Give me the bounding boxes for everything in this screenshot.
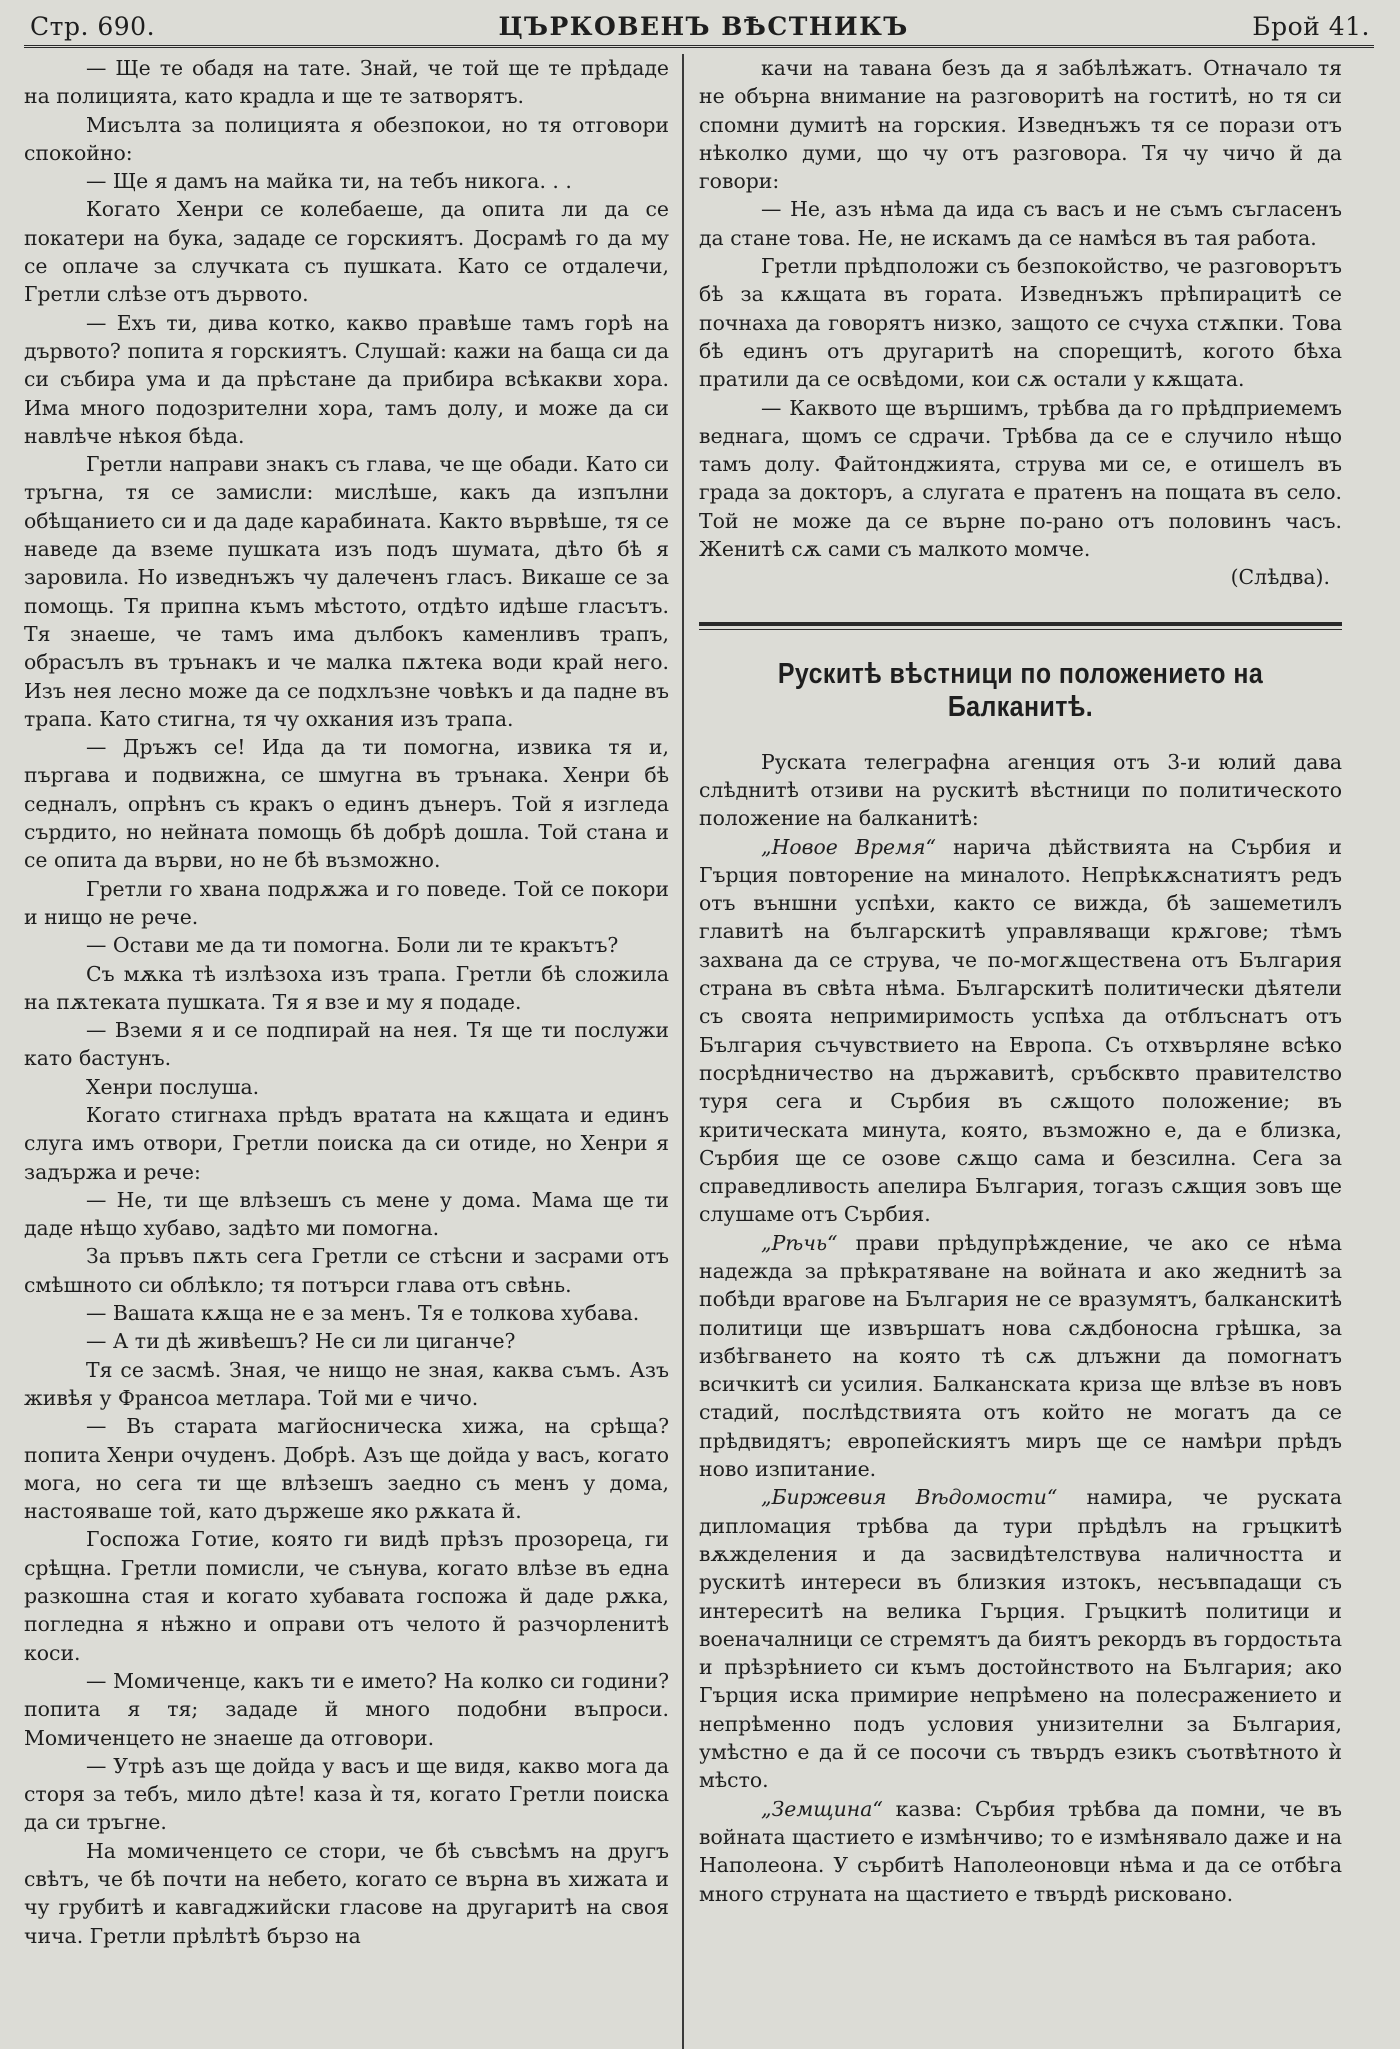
left-paragraph: За пръвъ пѫть сега Гретли се стѣсни и засрами отъ смѣшното си облѣкло; тя потърси глава отъ свѣнь. <box>24 1244 669 1297</box>
issue-number: Брой 41. <box>1252 12 1370 41</box>
left-paragraph: Госпожа Готие, която ги видѣ прѣзъ прозореца, ги срѣщна. Гретли помисли, че сънува, когато влѣзе въ една разкошна стая и когато хубавата госпожа й даде рѫка, погледна я нѣжно и оправи отъ челото й разчорленитѣ коси. <box>24 1527 669 1665</box>
left-paragraph: — Въ старата магйосническа хижа, на срѣща? попита Хенри очуденъ. Добрѣ. Азъ ще дойда у васъ, когато мога, но сега ти ще влѣзешъ заедно съ менъ у дома, настояваше той, като държеше яко рѫката й. <box>24 1414 669 1524</box>
left-paragraph: Гретли го хвана подрѫжа и го поведе. Той се покори и нищо не рече. <box>24 876 669 929</box>
right-paragraph: качи на тавана безъ да я забѣлѣжатъ. Отначало тя не обърна внимание на разговоритѣ на гоститѣ, но тя си спомни думитѣ на горския. Изведнъжъ тя се порази отъ нѣколко думи, що чу отъ разговора. Тя чу чичо й да говори: <box>699 56 1342 194</box>
newspaper-source-name: „Биржевия Вѣдомости“ <box>761 1485 1058 1510</box>
article-paragraph <box>699 1795 1342 1908</box>
story-continuation <box>699 54 1342 563</box>
left-paragraph: Гретли направи знакъ съ глава, че ще обади. Като си тръгна, тя се замисли: мислѣше, какъ да изпълни обѣщанието си и да даде карабината. Както вървѣше, тя се наведе да вземе пушката изъ подъ шумата, дѣто бѣ я заровила. Но изведнъжъ чу далеченъ гласъ. Викаше се за помощь. Тя припна къмъ мѣстото, отдѣто идѣше гласътъ. Тя знаеше, че тамъ има дълбокъ каменливъ трапъ, обрасълъ въ трънакъ и че малка пѫтека води край него. Изъ нея лесно може да се подхлъзне човѣкъ и да падне въ трапа. Като стигна, тя чу охкания изъ трапа. <box>24 452 669 731</box>
columns <box>24 54 1374 2049</box>
left-paragraph: — Ще я дамъ на майка ти, на тебъ никога. . . <box>86 169 572 194</box>
left-paragraph: Хенри послуша. <box>86 1074 260 1099</box>
article-title: Рускитѣ вѣстници по положението на Балканитѣ. <box>777 657 1264 723</box>
left-paragraph: — Ехъ ти, дива котко, какво правѣше тамъ горѣ на дървото? попита я горскиятъ. Слушай: кажи на баща си да си събира ума и да прѣстане да прибира всѣкакви хора. Има много подозрителни хора, тамъ долу, и може да си навлѣче нѣкоя бѣда. <box>24 310 669 448</box>
left-paragraph: Когато стигнаха прѣдъ вратата на кѫщата и единъ слуга имъ отвори, Гретли поиска да си отиде, но Хенри я задържа и рече: <box>24 1102 669 1184</box>
left-paragraph: Тя се засмѣ. Зная, че нищо не зная, каква съмъ. Азъ живѣя у Франсоа метлара. Той ми е чичо. <box>24 1357 669 1410</box>
article-paragraph <box>699 1229 1342 1484</box>
article-paragraph-text: нарича дѣйствията на Сърбия и Гърция повторение на миналото. Непрѣкѫснатиятъ редъ отъ външни успѣхи, както се вижда, бѣ зашеметилъ главитѣ на българскитѣ управляващи крѫгове; тѣмъ захвана да се струва, че по-могѫществена отъ България страна въ свѣта нѣма. Българскитѣ политически дѣятели съ своята непримиримость успѣха да отблъснатъ отъ България съчувствието на Европа. Съ отхвърляне всѣко посрѣдничество на държавитѣ, сръбсквто правителство туря сега и Сърбия въ сѫщото положение; въ критическата минута, която, възможно е, да е близка, Сърбия ще се озове сѫщо сама и безсилна. Сега за справедливость апелира България, тогазъ сѫщия зовъ ще слушаме отъ Сърбия. <box>699 834 1342 1227</box>
article-paragraph-text: казва: Сърбия трѣбва да помни, че въ войната щастието е измѣнчиво; то е измѣнявало даже и на Наполеона. У сърбитѣ Наполеоновци нѣма и да се отбѣга много струната на щастието е твърдѣ рисковано. <box>699 1796 1342 1906</box>
right-paragraph: Гретли прѣдположи съ безпокойство, че разговорътъ бѣ за кѫщата въ гората. Изведнъжъ прѣпирацитѣ се почнаха да говорятъ низко, защото се счуха стѫпки. Това бѣ единъ отъ другаритѣ на спорещитѣ, когото бѣха пратили да се освѣдоми, кои сѫ остали у кѫщата. <box>699 254 1342 392</box>
left-paragraph: — Остави ме да ти помогна. Боли ли те кракътъ? <box>86 933 619 958</box>
left-paragraph: На момиченцето се стори, че бѣ съвсѣмъ на другъ свѣтъ, че бѣ почти на небето, когато се върна въ хижата и чу грубитѣ и кавгаджийски гласове на другаритѣ на своя чича. Гретли прѣлѣтѣ бързо на <box>24 1838 669 1948</box>
right-paragraph: — Не, азъ нѣма да ида съ васъ и не съмъ съгласенъ да стане това. Не, не искамъ да се намѣся въ тая работа. <box>699 197 1342 250</box>
article-body <box>699 833 1342 1908</box>
article-paragraph <box>699 833 1342 1229</box>
left-paragraph: — Вземи я и се подпирай на нея. Тя ще ти послужи като бастунъ. <box>24 1018 669 1071</box>
article-intro: Руската телеграфна агенция отъ 3-и юлий дава слѣднитѣ отзиви на рускитѣ вѣстници по политическото положение на балканитѣ: <box>699 749 1342 831</box>
right-paragraph: — Каквото ще вършимъ, трѣбва да го прѣдприемемъ веднага, щомъ се сдрачи. Трѣбва да се е случило нѣщо тамъ долу. Файтонджията, струва ми се, е отишелъ въ града за докторъ, а слугата е пратенъ на пощата въ село. Той не може да се върне по-рано отъ половинъ часъ. Женитѣ сѫ сами съ малкото момче. <box>699 395 1342 562</box>
column-divider <box>682 54 684 2049</box>
to-be-continued: (Слѣдва). <box>1230 565 1330 590</box>
left-column <box>24 54 679 2049</box>
newspaper-source-name: „Новое Время“ <box>761 834 936 859</box>
left-paragraph: Съ мѫка тѣ излѣзоха изъ трапа. Гретли бѣ сложила на пѫтеката пушката. Тя я взе и му я подаде. <box>24 961 669 1014</box>
page-number: Стр. 690. <box>30 12 156 41</box>
article-separator <box>699 622 1342 630</box>
article-paragraph <box>699 1483 1342 1794</box>
newspaper-title: ЦЪРКОВЕНЪ ВѢСТНИКЪ <box>498 12 909 41</box>
left-paragraph: Мисълта за полицията я обезпокои, но тя отговори спокойно: <box>24 112 669 165</box>
article-paragraph-text: намира, че руската дипломация трѣбва да тури прѣдѣлъ на гръцкитѣ вѫжделения и да засвидѣтелствува наличността и рускитѣ интереси въ близкия изтокъ, несъвпадащи съ интереситѣ на велика Гърция. Гръцкитѣ политици и военачалници се стремятъ да биятъ рекордъ въ гордостьта и прѣзрѣнието си къмъ достойнството на България; ако Гърция иска примирие непрѣмено на полесражението и непрѣменно подъ условия унизителни за България, умѣстно е да й се посочи съ твърдъ езикъ съотвѣтното ѝ мѣсто. <box>699 1485 1342 1793</box>
article-paragraph-text: прави прѣдупрѣждение, че ако се нѣма надежда за прѣкратяване на войната и ако жеднитѣ за побѣди врагове на България не се вразумятъ, балканскитѣ политици ще извършатъ нова сѫдбоносна грѣшка, за избѣгването на която тѣ сѫ длъжни да помогнатъ всичкитѣ си усилия. Балканската криза ще влѣзе въ новъ стадий, послѣдствията отъ който не могатъ да се прѣдвидятъ; европейскиятъ миръ ще се намѣри прѣдъ ново изпитание. <box>699 1230 1342 1482</box>
left-paragraph: Когато Хенри се колебаеше, да опита ли да се покатери на бука, зададе се горскиятъ. Досрамѣ го да му се оплаче за случката съ пушката. Като се отдалечи, Гретли слѣзе отъ дървото. <box>24 197 669 307</box>
newspaper-source-name: „Земщина“ <box>761 1796 883 1821</box>
left-paragraph: — Вашата кѫща не е за менъ. Тя е толкова хубава. <box>86 1301 640 1326</box>
newspaper-source-name: „Рѣчь“ <box>761 1230 838 1255</box>
left-paragraph: — Утрѣ азъ ще дойда у васъ и ще видя, какво мога да сторя за тебъ, мило дѣте! каза ѝ тя, когато Гретли поиска да си тръгне. <box>24 1753 669 1835</box>
left-paragraph: — Дръжъ се! Ида да ти помогна, извика тя и, пъргава и подвижна, се шмугна въ трънака. Хенри бѣ седналъ, опрѣнъ съ кракъ о единъ дънеръ. Той я изгледа сърдито, но нейната помощь бѣ добрѣ дошла. Той стана и се опита да върви, но не бѣ възможно. <box>24 735 669 873</box>
left-paragraph: — А ти дѣ живѣешъ? Не си ли циганче? <box>86 1329 516 1354</box>
left-paragraph: — Момиченце, какъ ти е името? На колко си години? попита я тя; зададе й много подобни въпроси. Момиченцето не знаеше да отговори. <box>24 1668 669 1750</box>
right-column <box>687 54 1342 2049</box>
left-paragraph: — Ще те обадя на тате. Знай, че той ще те прѣдаде на полицията, като крадла и ще те затворятъ. <box>24 56 669 109</box>
page-header <box>24 12 1374 48</box>
left-paragraph: — Не, ти ще влѣзешъ съ мене у дома. Мама ще ти даде нѣщо хубаво, задѣто ми помогна. <box>24 1187 669 1241</box>
